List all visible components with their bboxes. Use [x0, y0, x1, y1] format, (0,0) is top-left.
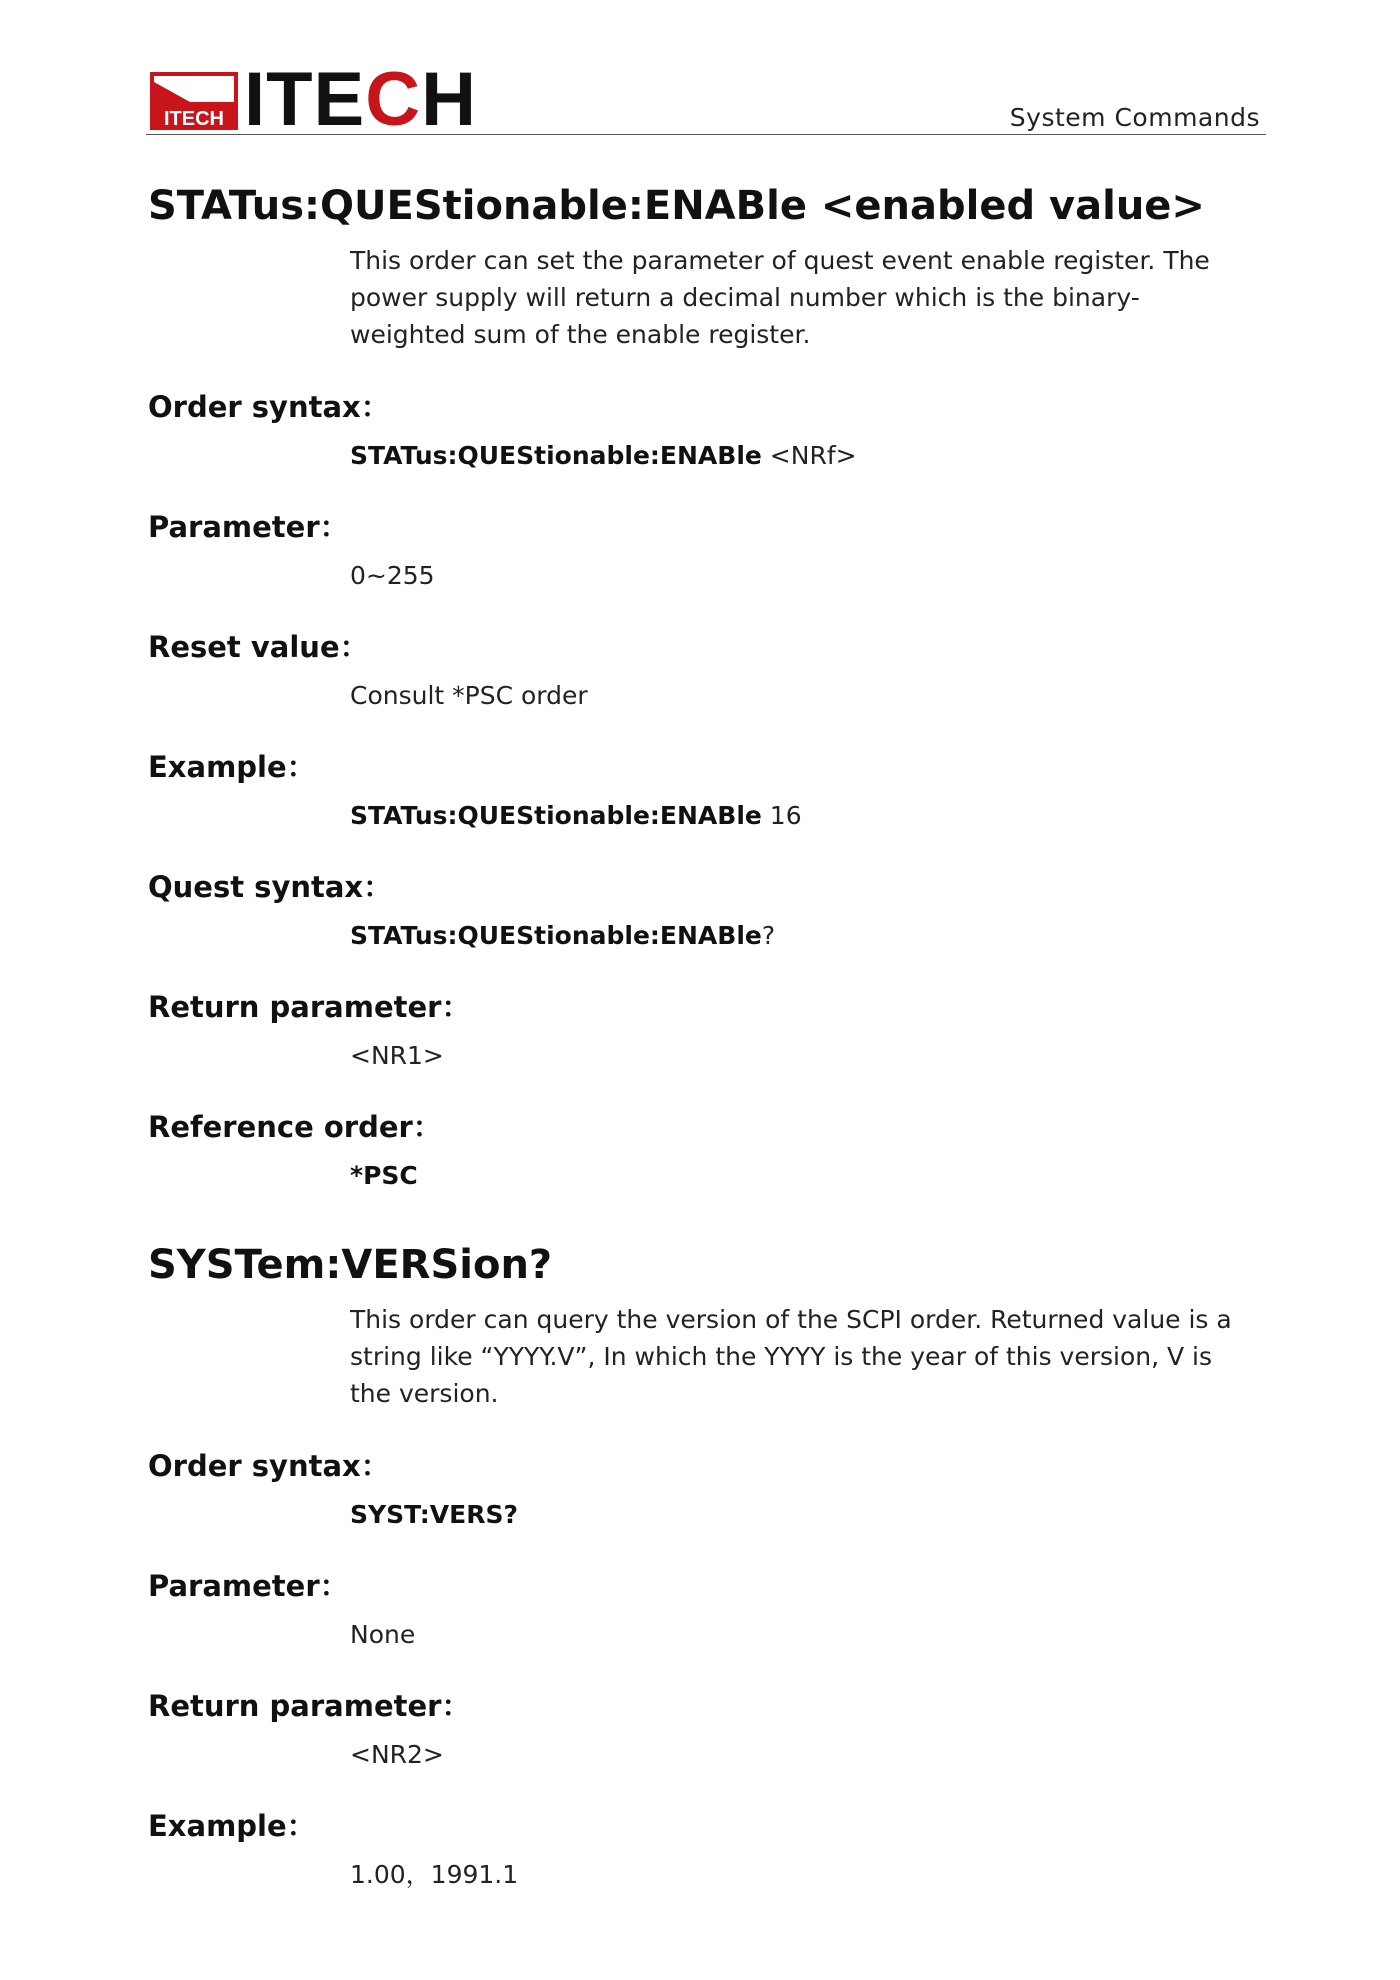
order-syntax-section — [148, 1446, 1268, 1532]
header-section-title: System Commands — [1009, 103, 1260, 132]
logo-word-part-2: C — [365, 57, 422, 142]
section-value: 1.00，1991.1 — [350, 1860, 519, 1889]
parameter-section — [148, 507, 1268, 593]
return-parameter-section — [148, 1686, 1268, 1772]
section-label: Quest syntax： — [148, 870, 393, 904]
return-parameter-section — [148, 987, 1268, 1073]
section-label: Order syntax： — [148, 1449, 390, 1483]
command-block-system-version — [148, 1237, 1268, 1892]
section-value — [350, 1159, 1268, 1193]
section-value — [350, 439, 1268, 473]
parameter-section — [148, 1566, 1268, 1652]
section-label: Parameter： — [148, 510, 349, 544]
command-block-status-questionable-enable — [148, 178, 1268, 1193]
itech-logo-badge-icon — [150, 72, 238, 130]
logo-word-part-1: ITE — [244, 57, 366, 142]
reference-order-section — [148, 1107, 1268, 1193]
syntax-keyword: SYST:VERS? — [350, 1500, 518, 1529]
section-value: None — [350, 1620, 416, 1649]
section-label: Reference order： — [148, 1110, 442, 1144]
section-value: <NR2> — [350, 1740, 444, 1769]
page-header — [146, 57, 1266, 142]
logo-wordmark — [244, 57, 478, 142]
section-value — [350, 799, 1268, 833]
syntax-keyword: STATus:QUEStionable:ENABle — [350, 441, 762, 470]
section-value: <NR1> — [350, 1041, 444, 1070]
section-label: Order syntax： — [148, 390, 390, 424]
quest-keyword: STATus:QUEStionable:ENABle — [350, 921, 762, 950]
logo-badge-text: ITECH — [164, 108, 224, 130]
section-label: Return parameter： — [148, 990, 471, 1024]
logo-word-part-3: H — [421, 57, 478, 142]
section-value — [350, 1498, 1268, 1532]
command-description: This order can set the parameter of quest event enable register. The power supply will return a decimal number which is the binary-weighted sum of the enable register. — [350, 246, 1210, 349]
reset-value-section — [148, 627, 1268, 713]
syntax-argument: <NRf> — [761, 441, 857, 470]
example-keyword: STATus:QUEStionable:ENABle — [350, 801, 762, 830]
section-value: Consult *PSC order — [350, 681, 588, 710]
example-argument: 16 — [761, 801, 802, 830]
quest-syntax-section — [148, 867, 1268, 953]
section-label: Example： — [148, 1809, 316, 1843]
example-section — [148, 1806, 1268, 1892]
example-section — [148, 747, 1268, 833]
itech-logo — [150, 57, 478, 142]
command-description: This order can query the version of the SCPI order. Returned value is a string like “YYYY.V”, In which the YYYY is the year of this version, V is the version. — [350, 1305, 1232, 1408]
section-label: Parameter： — [148, 1569, 349, 1603]
command-title: SYSTem:VERSion? — [148, 1242, 553, 1288]
reference-keyword: *PSC — [350, 1161, 418, 1190]
order-syntax-section — [148, 387, 1268, 473]
section-label: Return parameter： — [148, 1689, 471, 1723]
section-value — [350, 919, 1268, 953]
section-value: 0~255 — [350, 561, 435, 590]
page-content — [148, 178, 1268, 1892]
quest-suffix: ? — [761, 921, 776, 950]
section-label: Example： — [148, 750, 316, 784]
command-title: STATus:QUEStionable:ENABle <enabled value> — [148, 183, 1205, 229]
section-label: Reset value： — [148, 630, 369, 664]
